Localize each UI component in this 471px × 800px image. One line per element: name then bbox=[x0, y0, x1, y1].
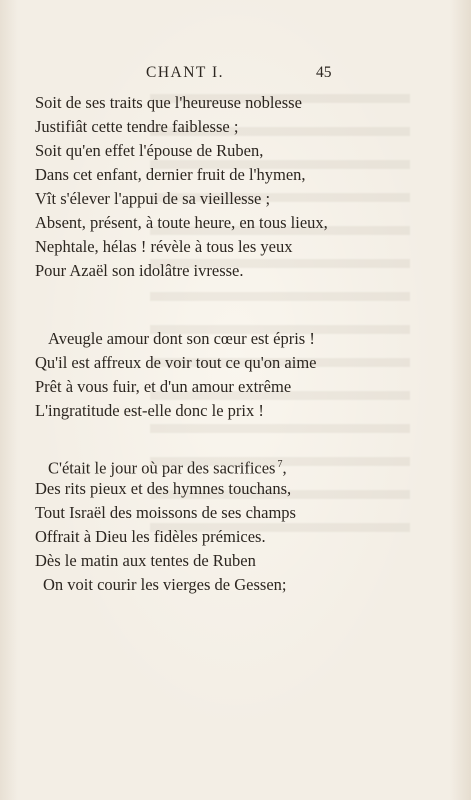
verse-line: Qu'il est affreux de voir tout ce qu'on aime bbox=[35, 353, 317, 372]
verse-line: On voit courir les vierges de Gessen; bbox=[43, 575, 287, 594]
verse-line: Des rits pieux et des hymnes touchans, bbox=[35, 479, 292, 498]
verse-line: Prêt à vous fuir, et d'un amour extrême bbox=[35, 377, 292, 396]
verse-line: Justifiât cette tendre faiblesse ; bbox=[35, 117, 239, 136]
verse-line: L'ingratitude est-elle donc le prix ! bbox=[35, 401, 264, 420]
verse-line: Aveugle amour dont son cœur est épris ! bbox=[48, 329, 315, 348]
verse-line: Dès le matin aux tentes de Ruben bbox=[35, 551, 256, 570]
stanza-2 bbox=[35, 327, 316, 423]
verse-line-text: C'était le jour où par des sacrifices bbox=[48, 458, 276, 478]
verse-line: Nephtale, hélas ! révèle à tous les yeux bbox=[35, 237, 293, 256]
verse-line: Dans cet enfant, dernier fruit de l'hymen, bbox=[35, 165, 306, 184]
verse-line: Vît s'élever l'appui de sa vieillesse ; bbox=[35, 189, 271, 208]
running-title: CHANT I. bbox=[146, 64, 225, 81]
footnote-marker: 7 bbox=[277, 459, 283, 470]
verse-line: Soit de ses traits que l'heureuse noblesse bbox=[35, 93, 302, 112]
verse-line-punctuation: , bbox=[282, 458, 287, 478]
stanza-3 bbox=[35, 453, 296, 597]
verse-line: Pour Azaël son idolâtre ivresse. bbox=[35, 261, 244, 280]
page-number: 45 bbox=[316, 64, 332, 81]
verse-line: Soit qu'en effet l'épouse de Ruben, bbox=[35, 141, 264, 160]
stanza-1 bbox=[35, 91, 328, 283]
verse-line: Offrait à Dieu les fidèles prémices. bbox=[35, 527, 266, 546]
verse-line: Absent, présent, à toute heure, en tous lieux, bbox=[35, 213, 328, 232]
verse-line: Tout Israël des moissons de ses champs bbox=[35, 503, 296, 522]
verse-line bbox=[35, 453, 296, 477]
page-header bbox=[0, 64, 471, 84]
